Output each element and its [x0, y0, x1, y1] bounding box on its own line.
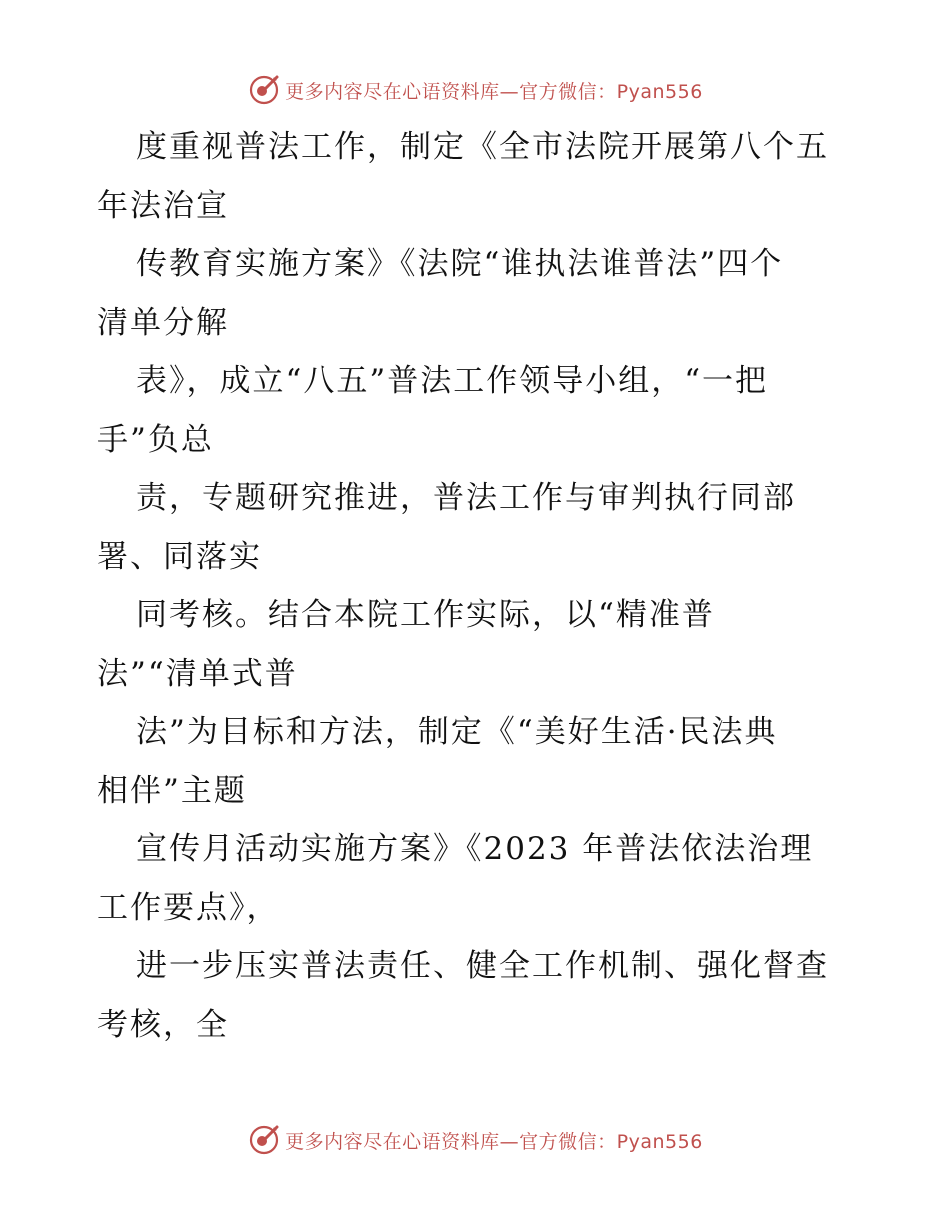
- text-line: 进一步压实普法责任、健全工作机制、强化督查: [136, 948, 829, 984]
- text-line: 法”“清单式普: [97, 655, 298, 692]
- footer-watermark: [0, 1120, 950, 1160]
- watermark-logo-icon: [247, 1123, 281, 1157]
- text-line: 清单分解: [97, 304, 229, 341]
- text-line: 考核，全: [97, 1006, 229, 1043]
- watermark-logo-icon: [247, 73, 281, 107]
- document-body: [97, 118, 857, 1054]
- text-line: 年法治宣: [97, 187, 229, 224]
- text-line: 法”为目标和方法，制定《“美好生活·民法典: [136, 714, 778, 750]
- text-line: 工作要点》，: [97, 889, 280, 926]
- text-line: 同考核。结合本院工作实际，以“精准普: [136, 597, 715, 633]
- text-line: 表》，成立“八五”普法工作领导小组，“一把: [136, 363, 769, 399]
- text-line: 手”负总: [97, 421, 214, 458]
- text-line: 责，专题研究推进，普法工作与审判执行同部: [136, 480, 796, 516]
- header-watermark: [0, 70, 950, 110]
- watermark-text: 更多内容尽在心语资料库—官方微信：Pyan556: [285, 80, 703, 103]
- text-line: 传教育实施方案》《法院“谁执法谁普法”四个: [136, 246, 784, 282]
- text-line: 宣传月活动实施方案》《2023 年普法依法治理: [136, 831, 814, 867]
- text-line: 度重视普法工作，制定《全市法院开展第八个五: [136, 129, 829, 165]
- text-line: 相伴”主题: [97, 772, 247, 809]
- watermark-text: 更多内容尽在心语资料库—官方微信：Pyan556: [285, 1130, 703, 1153]
- text-line: 署、同落实: [97, 538, 262, 575]
